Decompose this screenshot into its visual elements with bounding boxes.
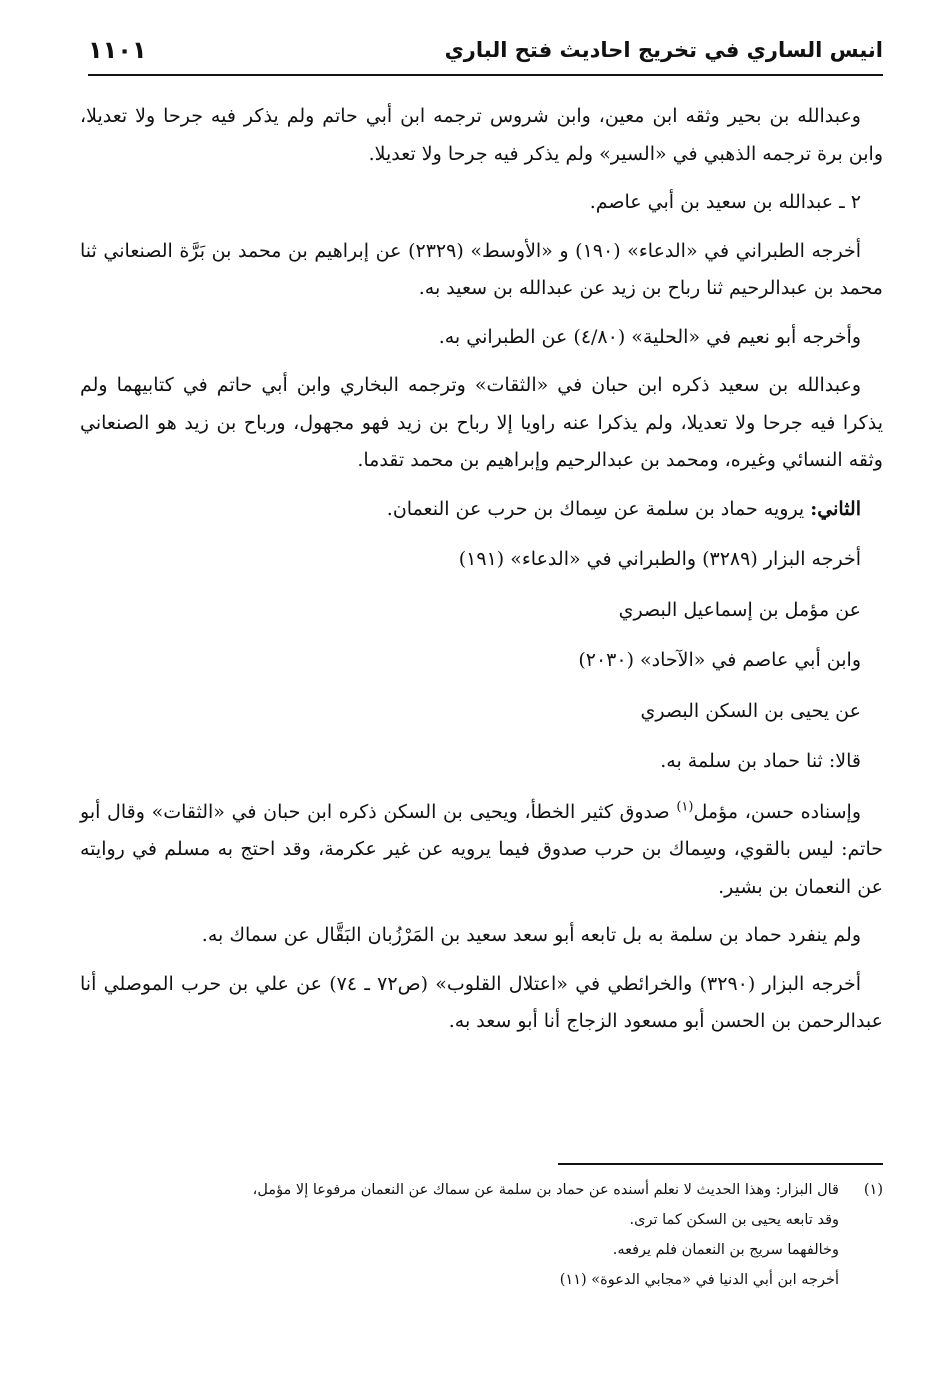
running-header	[88, 34, 883, 74]
page-number: ١١٠١	[88, 36, 147, 64]
isnad-text-b: صدوق كثير الخطأ، ويحيى بن السكن ذكره ابن حبان في «الثقات» وقال أبو حاتم: ليس بالقوي، وسِماك بن حرب صدوق فيما يرويه عن غير عكرمة، وقد احتج به مسلم في روايته عن النعمان بن بشير.	[80, 800, 883, 898]
paragraph-abdullah-ibn-said: وعبدالله بن سعيد ذكره ابن حبان في «الثقات» وترجمه البخاري وابن أبي حاتم في كتابيهما ولم يذكرا فيه جرحا ولا تعديلا، ولم يذكرا عنه راويا إلا رباح بن زيد فهو مجهول، ورباح بن زيد هو الصنعاني وثقه النسائي وغيره، ومحمد بن عبدالرحيم وإبراهيم بن محمد تقدما.	[80, 374, 883, 471]
footnotes	[80, 1175, 883, 1295]
line-bazzar: أخرجه البزار (٣٢٨٩) والطبراني في «الدعاء» (١٩١)	[458, 548, 861, 570]
header-rule	[88, 74, 883, 76]
footnote-line-4: أخرجه ابن أبي الدنيا في «مجابي الدعوة» (١١)	[559, 1272, 839, 1288]
paragraph-bazzar-kharaiti: أخرجه البزار (٣٢٩٠) والخرائطي في «اعتلال القلوب» (ص٧٢ ـ ٧٤) عن علي بن حرب الموصلي أنا عبدالرحمن بن الحسن أبو مسعود الزجاج أنا أبو سعد به.	[80, 972, 883, 1032]
footnote-reference: (١)	[676, 799, 694, 815]
footnote-line-3: وخالفهما سريج بن النعمان فلم يرفعه.	[612, 1242, 839, 1258]
line-yahya: عن يحيى بن السكن البصري	[640, 699, 861, 722]
footnote-line-2: وقد تابعه يحيى بن السكن كما ترى.	[629, 1212, 839, 1228]
isnad-text-a: وإسناده حسن، مؤمل	[693, 800, 861, 823]
main-text	[80, 98, 883, 1052]
line-qala: قالا: ثنا حماد بن سلمة به.	[660, 750, 861, 772]
paragraph-ibn-bahir: وعبدالله بن بحير وثقه ابن معين، وابن شروس ترجمه ابن أبي حاتم ولم يذكر فيه جرحا ولا تعديلا، وابن برة ترجمه الذهبي في «السير» ولم يذكر فيه جرحا ولا تعديلا.	[80, 105, 883, 165]
footnote-item	[80, 1175, 883, 1205]
second-label: الثاني:	[810, 497, 861, 520]
footnote-number: (١)	[863, 1182, 883, 1198]
paragraph-isnad	[80, 794, 883, 907]
book-title: انيس الساري في تخريج احاديث فتح الباري	[444, 38, 883, 62]
paragraph-numbered-2: ٢ ـ عبدالله بن سعيد بن أبي عاصم.	[589, 191, 861, 213]
paragraph-abu-nuaym: وأخرجه أبو نعيم في «الحلية» (٤/٨٠) عن الطبراني به.	[438, 325, 861, 348]
paragraph-tabarani: أخرجه الطبراني في «الدعاء» (١٩٠) و «الأوسط» (٢٣٢٩) عن إبراهيم بن محمد بن بَرَّة الصنعاني ثنا محمد بن عبدالرحيم ثنا رباح بن زيد عن عبدالله بن سعيد به.	[80, 239, 883, 299]
footnote-line-1: قال البزار: وهذا الحديث لا نعلم أسنده عن حماد بن سلمة عن سماك عن النعمان مرفوعا إلا مؤمل،	[252, 1182, 839, 1198]
line-muammal: عن مؤمل بن إسماعيل البصري	[618, 598, 861, 621]
second-text: يرويه حماد بن سلمة عن سِماك بن حرب عن النعمان.	[386, 497, 811, 520]
line-ibn-abi-asim: وابن أبي عاصم في «الآحاد» (٢٠٣٠)	[578, 649, 861, 671]
paragraph-second-route	[80, 491, 883, 529]
footnote-rule	[558, 1163, 883, 1165]
paragraph-mutabaa: ولم ينفرد حماد بن سلمة به بل تابعه أبو سعد سعيد بن المَرْزُبان البَقَّال عن سماك به.	[201, 924, 861, 946]
